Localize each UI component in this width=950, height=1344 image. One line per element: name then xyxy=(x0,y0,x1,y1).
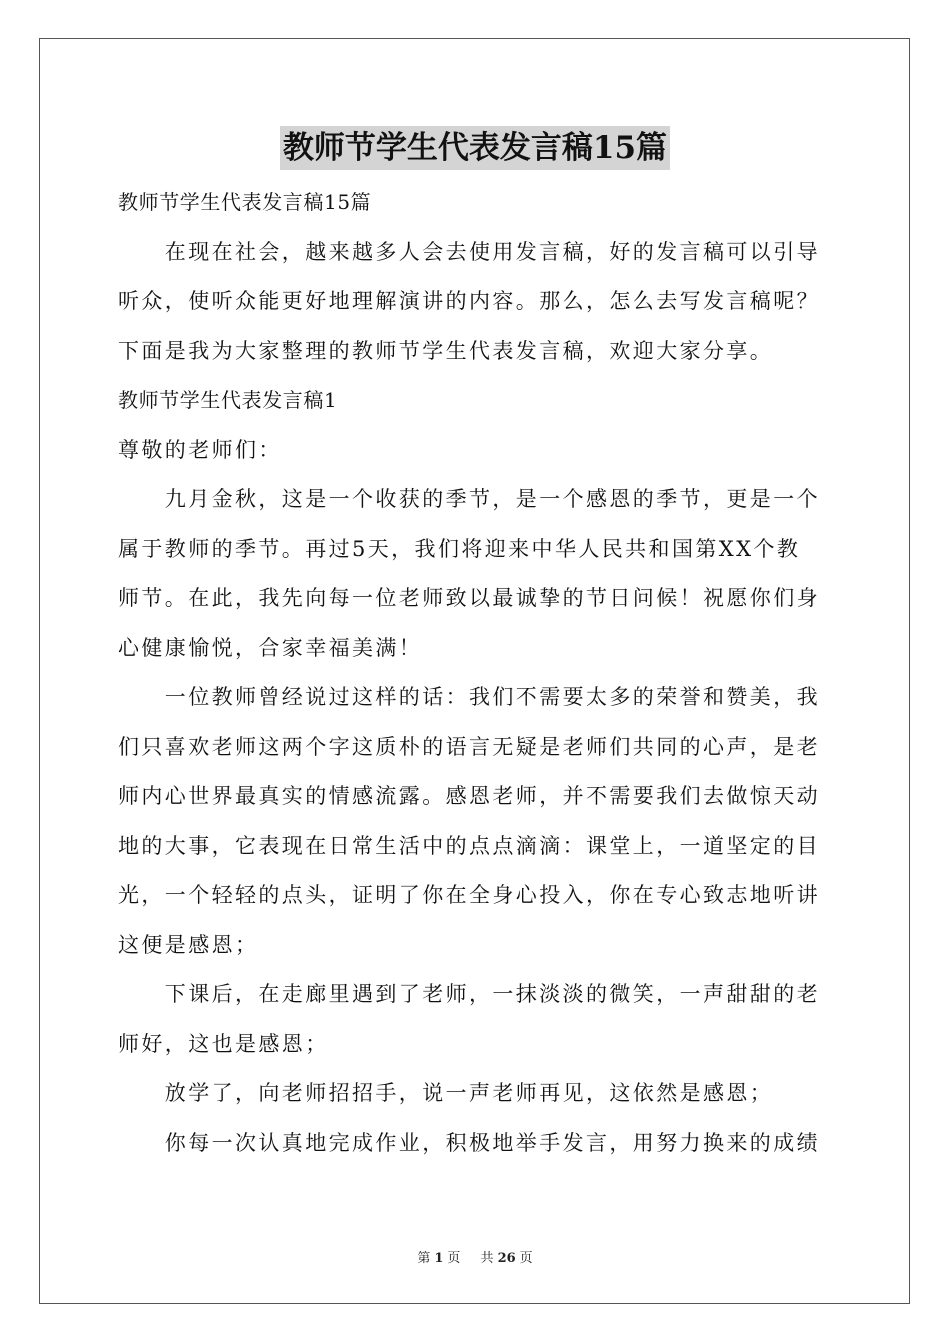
body-line: 九月金秋，这是一个收获的季节，是一个感恩的季节，更是一个 xyxy=(118,487,820,511)
body-line: 在现在社会，越来越多人会去使用发言稿，好的发言稿可以引导 xyxy=(118,239,820,264)
salutation: 尊敬的老师们： xyxy=(118,437,282,462)
body-line: 下面是我为大家整理的教师节学生代表发言稿，欢迎大家分享。 xyxy=(118,338,774,363)
current-page: 1 xyxy=(434,1251,444,1266)
page-total xyxy=(477,1251,537,1266)
body-line: 放学了，向老师招招手，说一声老师再见，这依然是感恩； xyxy=(118,1081,774,1105)
body-line: 心健康愉悦，合家幸福美满！ xyxy=(118,635,423,660)
total-prefix: 共 xyxy=(480,1251,494,1266)
body-line: 听众，使听众能更好地理解演讲的内容。那么，怎么去写发言稿呢？ xyxy=(118,289,820,313)
page-suffix: 页 xyxy=(447,1251,461,1266)
body-line: 属于教师的季节。再过5天，我们将迎来中华人民共和国第XX个教 xyxy=(118,536,801,561)
body-line: 你每一次认真地完成作业，积极地举手发言，用努力换来的成绩 xyxy=(118,1130,820,1155)
body-line: 们只喜欢老师这两个字这质朴的语言无疑是老师们共同的心声，是老 xyxy=(118,734,820,759)
total-pages: 26 xyxy=(497,1251,516,1266)
body-line: 一位教师曾经说过这样的话：我们不需要太多的荣誉和赞美，我 xyxy=(118,685,820,709)
page-footer xyxy=(0,1247,950,1266)
body-line: 地的大事，它表现在日常生活中的点点滴滴：课堂上，一道坚定的目 xyxy=(118,833,820,858)
body-line: 下课后，在走廊里遇到了老师，一抹淡淡的微笑，一声甜甜的老 xyxy=(118,982,820,1006)
document-title: 教师节学生代表发言稿15篇 xyxy=(280,126,670,170)
body-line: 师内心世界最真实的情感流露。感恩老师，并不需要我们去做惊天动 xyxy=(118,784,820,808)
document-body xyxy=(118,178,838,1168)
section-heading: 教师节学生代表发言稿1 xyxy=(118,388,338,412)
total-suffix: 页 xyxy=(519,1251,533,1266)
page-number xyxy=(413,1251,464,1266)
title-container xyxy=(0,126,950,170)
body-line: 光，一个轻轻的点头，证明了你在全身心投入，你在专心致志地听讲 xyxy=(118,883,820,907)
body-line: 师节。在此，我先向每一位老师致以最诚挚的节日问候！祝愿你们身 xyxy=(118,586,820,610)
body-line: 师好，这也是感恩； xyxy=(118,1031,329,1056)
document-subtitle: 教师节学生代表发言稿15篇 xyxy=(118,190,372,214)
page-prefix: 第 xyxy=(417,1251,431,1266)
body-line: 这便是感恩； xyxy=(118,932,259,957)
